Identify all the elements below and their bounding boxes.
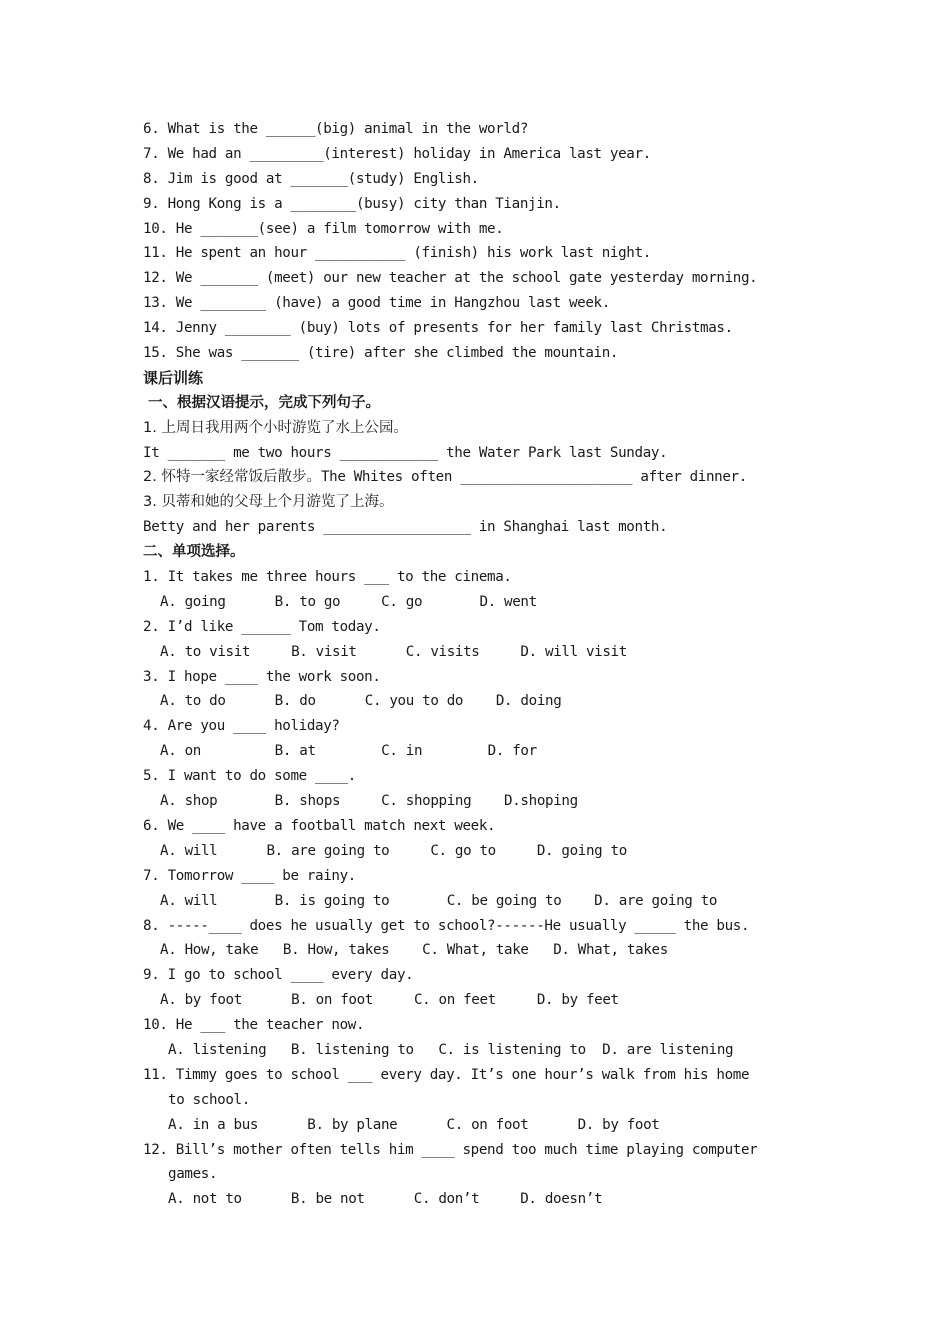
translate-q2 [143, 465, 803, 490]
mc-options-7: A. will B. is going to C. be going to D. are going to [160, 892, 718, 909]
mc-question-3: 3. I hope ____ the work soon. [143, 668, 381, 685]
translate-q3-chinese: 3. 贝蒂和她的父母上个月游览了上海。 [143, 494, 394, 511]
translate-q2-english: The Whites often _____________________ after dinner. [320, 469, 747, 486]
mc-options-9: A. by foot B. on foot C. on feet D. by feet [160, 992, 619, 1009]
translate-q2-chinese: 2. 怀特一家经常饭后散步。 [143, 469, 321, 486]
mc-question-2: 2. I’d like ______ Tom today. [143, 618, 381, 635]
mc-options-2: A. to visit B. visit C. visits D. will visit [160, 643, 627, 660]
section2-title: 二、单项选择。 [143, 544, 245, 561]
mc-question-5: 5. I want to do some ____. [143, 768, 356, 785]
mc-options-11: A. in a bus B. by plane C. on foot D. by foot [168, 1116, 660, 1133]
mc-question-12: 12. Bill’s mother often tells him ____ spend too much time playing computer [143, 1141, 758, 1158]
section1-title: 一、根据汉语提示，完成下列句子。 [143, 394, 381, 411]
translate-q3-english: Betty and her parents __________________ in Shanghai last month. [143, 519, 668, 536]
mc-options-8: A. How, take B. How, takes C. What, take D. What, takes [160, 942, 668, 959]
mc-question-9: 9. I go to school ____ every day. [143, 967, 414, 984]
fill-blank-6: 6. What is the ______(big) animal in the world? [143, 121, 529, 137]
mc-options-3: A. to do B. do C. you to do D. doing [160, 693, 562, 710]
fill-blank-13: 13. We ________ (have) a good time in Hangzhou last week. [143, 295, 610, 312]
mc-question-11-continued: to school. [168, 1091, 250, 1108]
mc-question-1: 1. It takes me three hours ___ to the cinema. [143, 569, 512, 586]
mc-question-6: 6. We ____ have a football match next week. [143, 817, 496, 834]
mc-question-8: 8. -----____ does he usually get to school?------He usually _____ the bus. [143, 917, 750, 934]
worksheet-content [143, 117, 803, 1212]
mc-question-10: 10. He ___ the teacher now. [143, 1017, 365, 1034]
mc-question-11: 11. Timmy goes to school ___ every day. It’s one hour’s walk from his home [143, 1066, 750, 1083]
mc-options-4: A. on B. at C. in D. for [160, 743, 537, 760]
fill-blank-14: 14. Jenny ________ (buy) lots of presents for her family last Christmas. [143, 320, 733, 337]
mc-options-12: A. not to B. be not C. don’t D. doesn’t [168, 1191, 603, 1208]
after-class-heading: 课后训练 [143, 368, 204, 387]
fill-blank-9: 9. Hong Kong is a ________(busy) city than Tianjin. [143, 195, 561, 212]
translate-q1-chinese: 1. 上周日我用两个小时游览了水上公园。 [143, 419, 408, 436]
mc-options-1: A. going B. to go C. go D. went [160, 593, 537, 610]
fill-blank-15: 15. She was _______ (tire) after she climbed the mountain. [143, 345, 619, 362]
fill-blank-7: 7. We had an _________(interest) holiday in America last year. [143, 145, 651, 162]
translate-q1-english: It _______ me two hours ____________ the Water Park last Sunday. [143, 444, 668, 461]
mc-question-7: 7. Tomorrow ____ be rainy. [143, 867, 356, 884]
fill-blank-12: 12. We _______ (meet) our new teacher at the school gate yesterday morning. [143, 270, 758, 287]
fill-blank-11: 11. He spent an hour ___________ (finish) his work last night. [143, 245, 651, 262]
fill-blank-8: 8. Jim is good at _______(study) English. [143, 170, 479, 187]
mc-options-5: A. shop B. shops C. shopping D.shoping [160, 793, 578, 810]
mc-question-12-continued: games. [168, 1166, 218, 1183]
mc-options-6: A. will B. are going to C. go to D. going to [160, 842, 627, 859]
fill-blank-10: 10. He _______(see) a film tomorrow with me. [143, 220, 504, 237]
mc-options-10: A. listening B. listening to C. is listening to D. are listening [168, 1041, 734, 1058]
mc-question-4: 4. Are you ____ holiday? [143, 718, 340, 735]
